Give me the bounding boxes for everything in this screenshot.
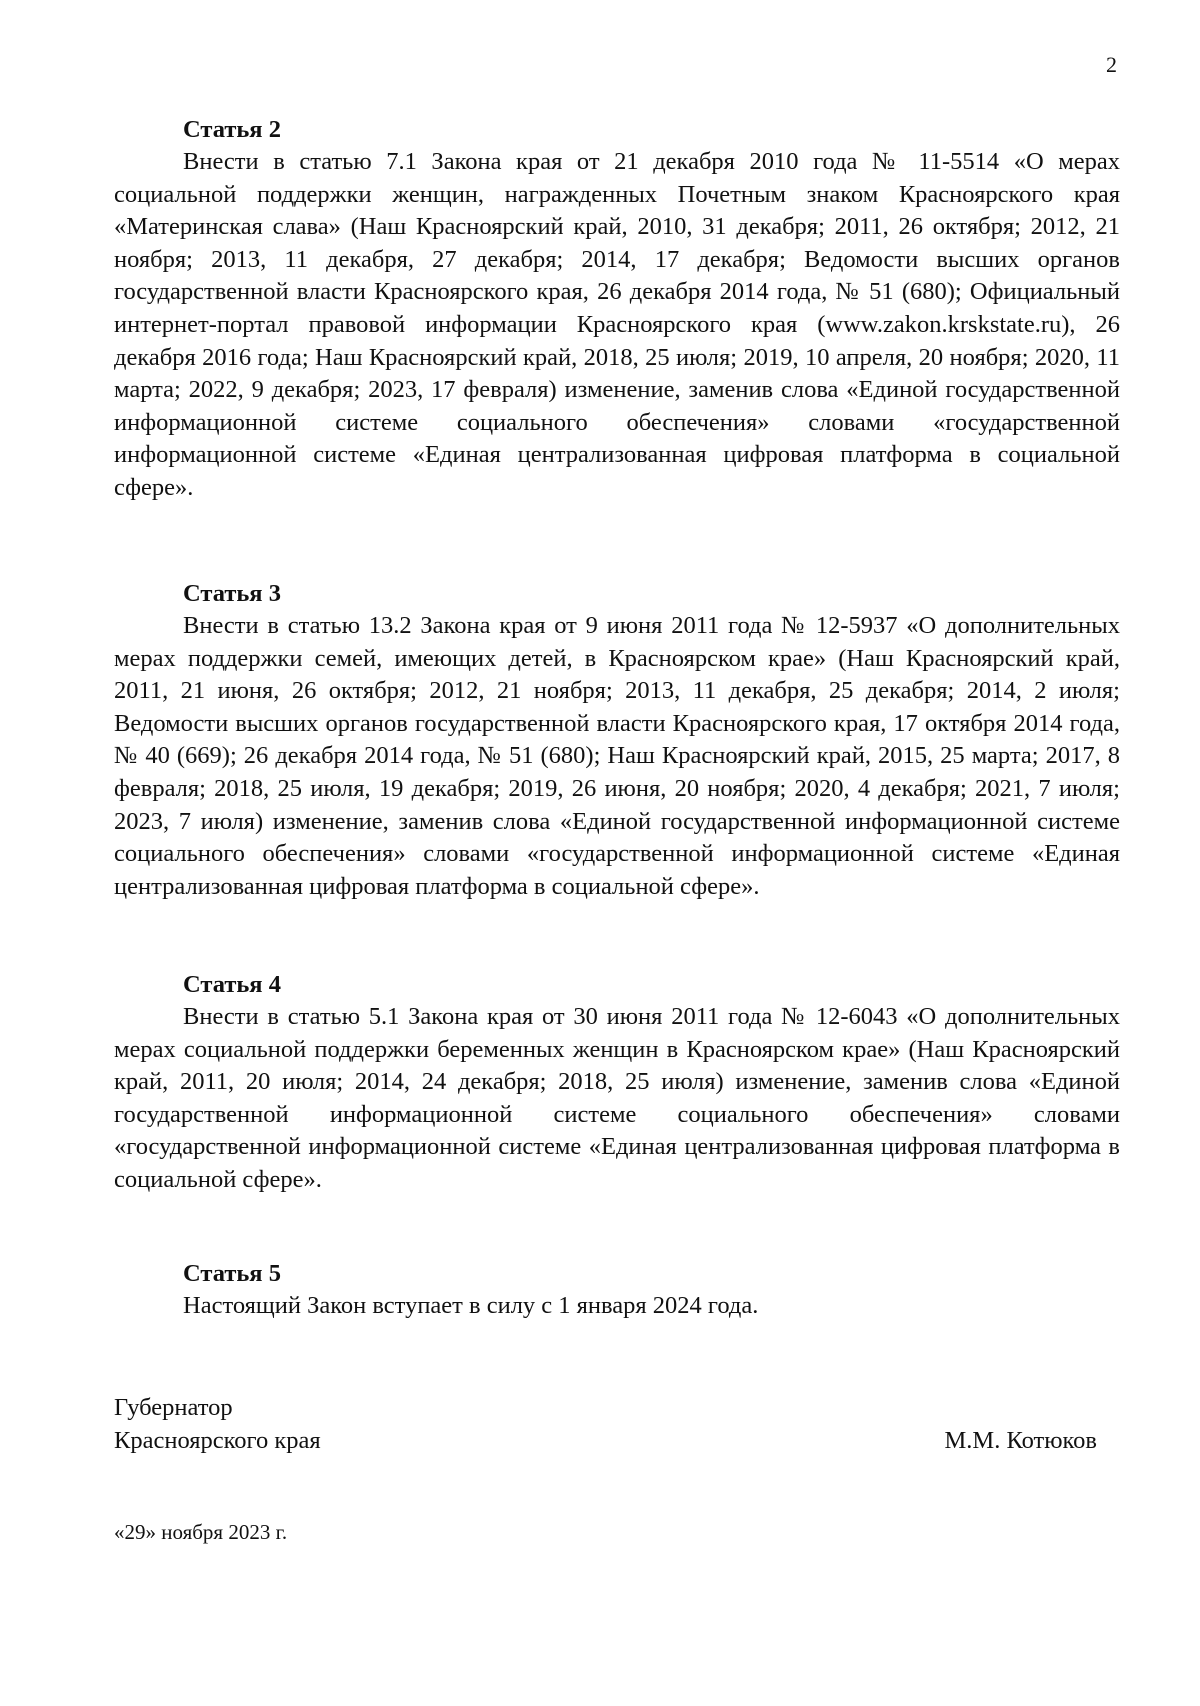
- signatory-title-line1: Губернатор: [114, 1394, 233, 1421]
- article-heading: Статья 2: [183, 116, 281, 143]
- signatory-title-line2: Красноярского края: [114, 1426, 321, 1454]
- article-heading: Статья 3: [183, 580, 281, 607]
- article-body: Настоящий Закон вступает в силу с 1 января 2024 года.: [183, 1292, 759, 1319]
- article-body: Внести в статью 13.2 Закона края от 9 июня 2011 года № 12-5937 «О дополнительных мерах поддержки семей, имеющих детей, в Красноярском крае» (Наш Красноярский край, 2011, 21 июня, 26 октября; 2012, 21 ноября; 2013, 11 декабря, 25 декабря; 2014, 2 июля; Ведомости высших органов государственной власти Красноярского края, 17 октября 2014 года, № 40 (669); 26 декабря 2014 года, № 51 (680); Наш Красноярский край, 2015, 25 марта; 2017, 8 февраля; 2018, 25 июля, 19 декабря; 2019, 26 июня, 20 ноября; 2020, 4 декабря; 2021, 7 июля; 2023, 7 июля) изменение, заменив слова «Единой государственной информационной системе социального обеспечения» словами «государственной информационной системе «Единая централизованная цифровая платформа в социальной сфере».: [114, 612, 1120, 900]
- article-heading: Статья 5: [183, 1260, 281, 1287]
- signing-date: «29» ноября 2023 г.: [114, 1520, 288, 1544]
- article-4: [114, 969, 1120, 1197]
- article-2: [114, 114, 1120, 505]
- article-heading: Статья 4: [183, 971, 281, 998]
- signatory-name: М.М. Котюков: [944, 1426, 1097, 1454]
- article-body: Внести в статью 7.1 Закона края от 21 декабря 2010 года № 11-5514 «О мерах социальной поддержки женщин, награжденных Почетным знаком Красноярского края «Материнская слава» (Наш Красноярский край, 2010, 31 декабря; 2011, 26 октября; 2012, 21 ноября; 2013, 11 декабря, 27 декабря; 2014, 17 декабря; Ведомости высших органов государственной власти Красноярского края, 26 декабря 2014 года, № 51 (680); Официальный интернет-портал правовой информации Красноярского края (www.zakon.krskstate.ru), 26 декабря 2016 года; Наш Красноярский край, 2018, 25 июля; 2019, 10 апреля, 20 ноября; 2020, 11 марта; 2022, 9 декабря; 2023, 17 февраля) изменение, заменив слова «Единой государственной информационной системе социального обеспечения» словами «государственной информационной системе «Единая централизованная цифровая платформа в социальной сфере».: [114, 148, 1120, 501]
- article-3: [114, 578, 1120, 903]
- page-number: 2: [1106, 52, 1117, 77]
- signature-block: [114, 1392, 1120, 1457]
- article-body: Внести в статью 5.1 Закона края от 30 июня 2011 года № 12-6043 «О дополнительных мерах социальной поддержки беременных женщин в Красноярском крае» (Наш Красноярский край, 2011, 20 июля; 2014, 24 декабря; 2018, 25 июля) изменение, заменив слова «Единой государственной информационной системе социального обеспечения» словами «государственной информационной системе «Единая централизованная цифровая платформа в социальной сфере».: [114, 1003, 1120, 1193]
- article-5: [114, 1258, 1120, 1323]
